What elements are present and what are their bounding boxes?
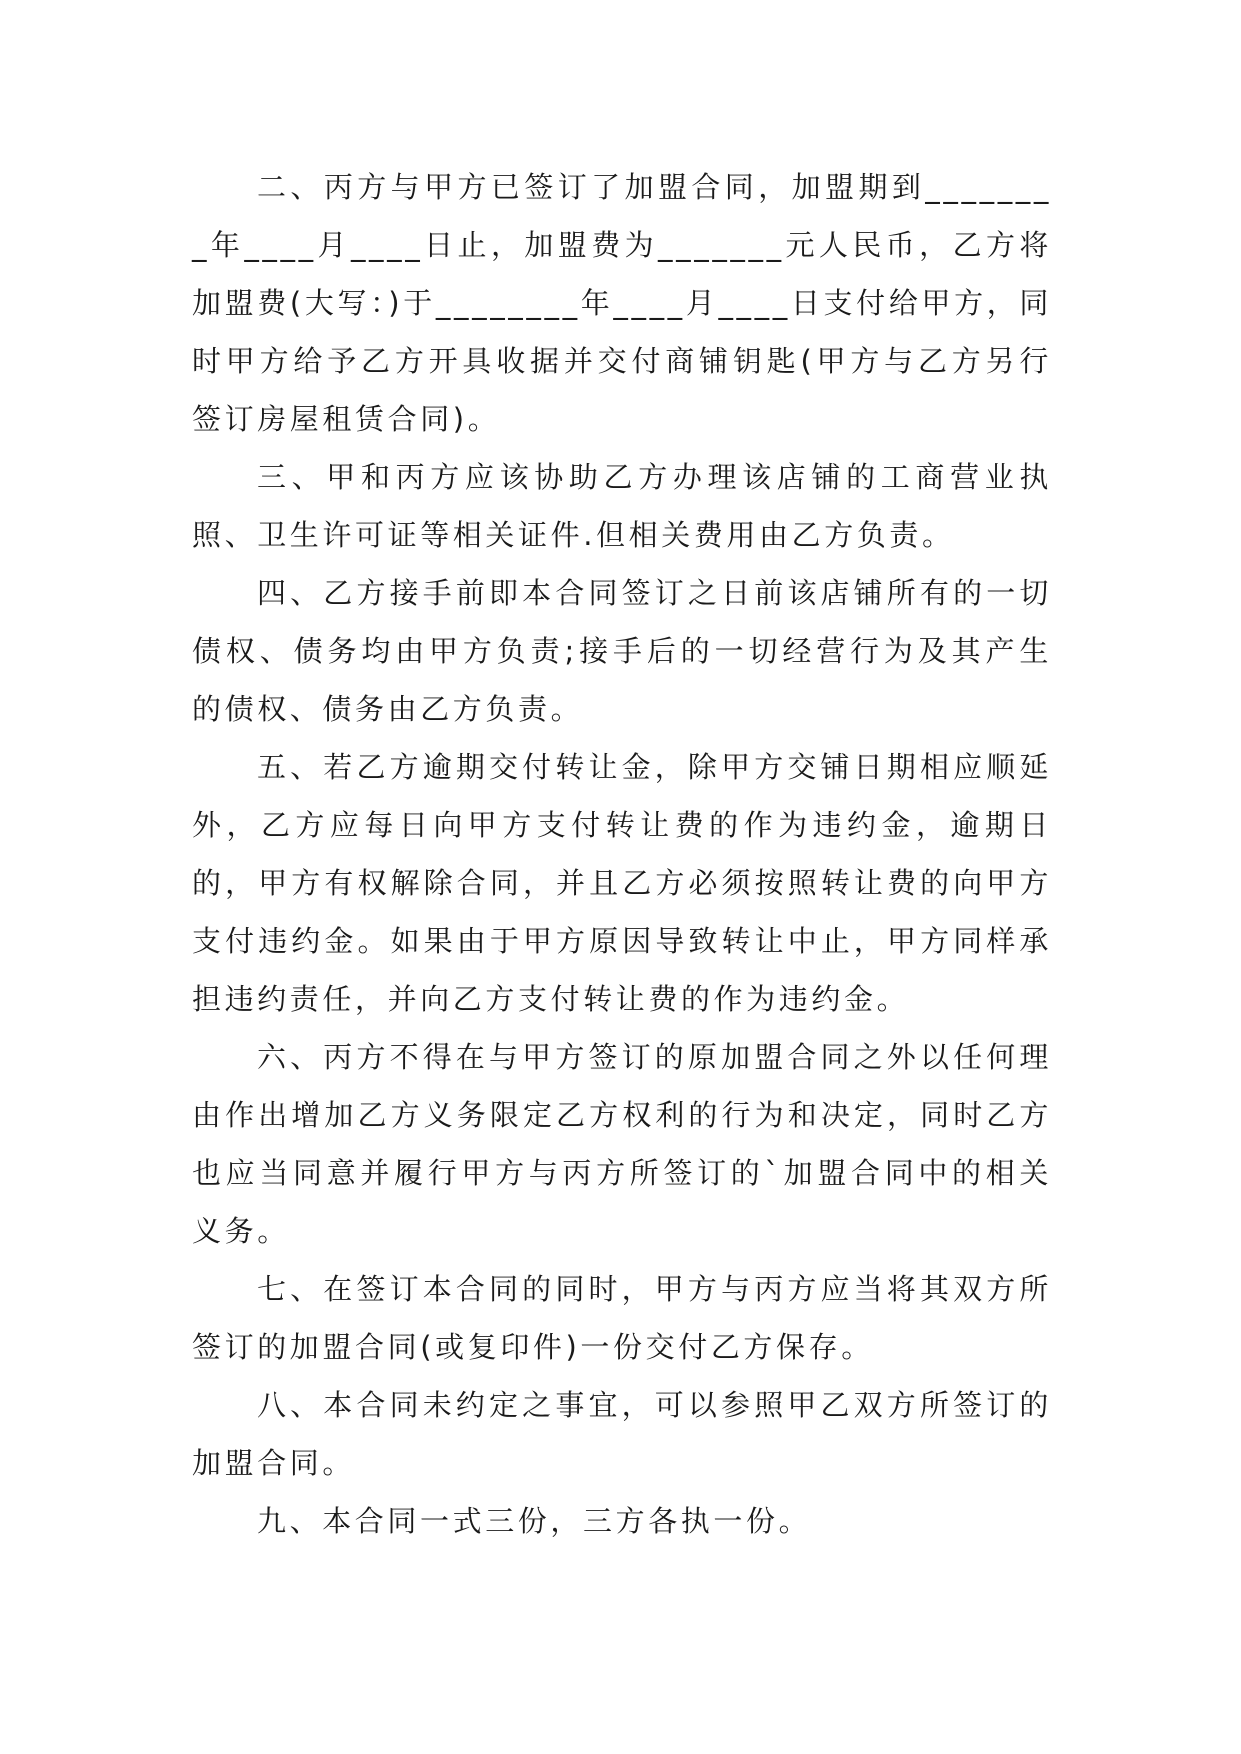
clause-5: 五、若乙方逾期交付转让金，除甲方交铺日期相应顺延外，乙方应每日向甲方支付转让费的作为违约金，逾期日的，甲方有权解除合同，并且乙方必须按照转让费的向甲方支付违约金。如果由于甲方原因导致转让中止，甲方同样承担违约责任，并向乙方支付转让费的作为违约金。 xyxy=(192,750,1052,1016)
clause-3: 三、甲和丙方应该协助乙方办理该店铺的工商营业执照、卫生许可证等相关证件.但相关费用由乙方负责。 xyxy=(192,460,1052,552)
clause-7: 七、在签订本合同的同时，甲方与丙方应当将其双方所签订的加盟合同(或复印件)一份交付乙方保存。 xyxy=(192,1272,1052,1364)
clause-6: 六、丙方不得在与甲方签订的原加盟合同之外以任何理由作出增加乙方义务限定乙方权利的行为和决定，同时乙方也应当同意并履行甲方与丙方所签订的`加盟合同中的相关义务。 xyxy=(192,1040,1052,1248)
document-body xyxy=(192,158,1052,1550)
clause-4: 四、乙方接手前即本合同签订之日前该店铺所有的一切债权、债务均由甲方负责;接手后的一切经营行为及其产生的债权、债务由乙方负责。 xyxy=(192,576,1052,726)
clause-2: 二、丙方与甲方已签订了加盟合同，加盟期到________年____月____日止，加盟费为_______元人民币，乙方将加盟费(大写：)于________年____月____日支付给甲方，同时甲方给予乙方开具收据并交付商铺钥匙(甲方与乙方另行签订房屋租赁合同)。 xyxy=(192,170,1052,436)
clause-8: 八、本合同未约定之事宜，可以参照甲乙双方所签订的加盟合同。 xyxy=(192,1388,1052,1480)
clause-9: 九、本合同一式三份，三方各执一份。 xyxy=(257,1504,812,1538)
